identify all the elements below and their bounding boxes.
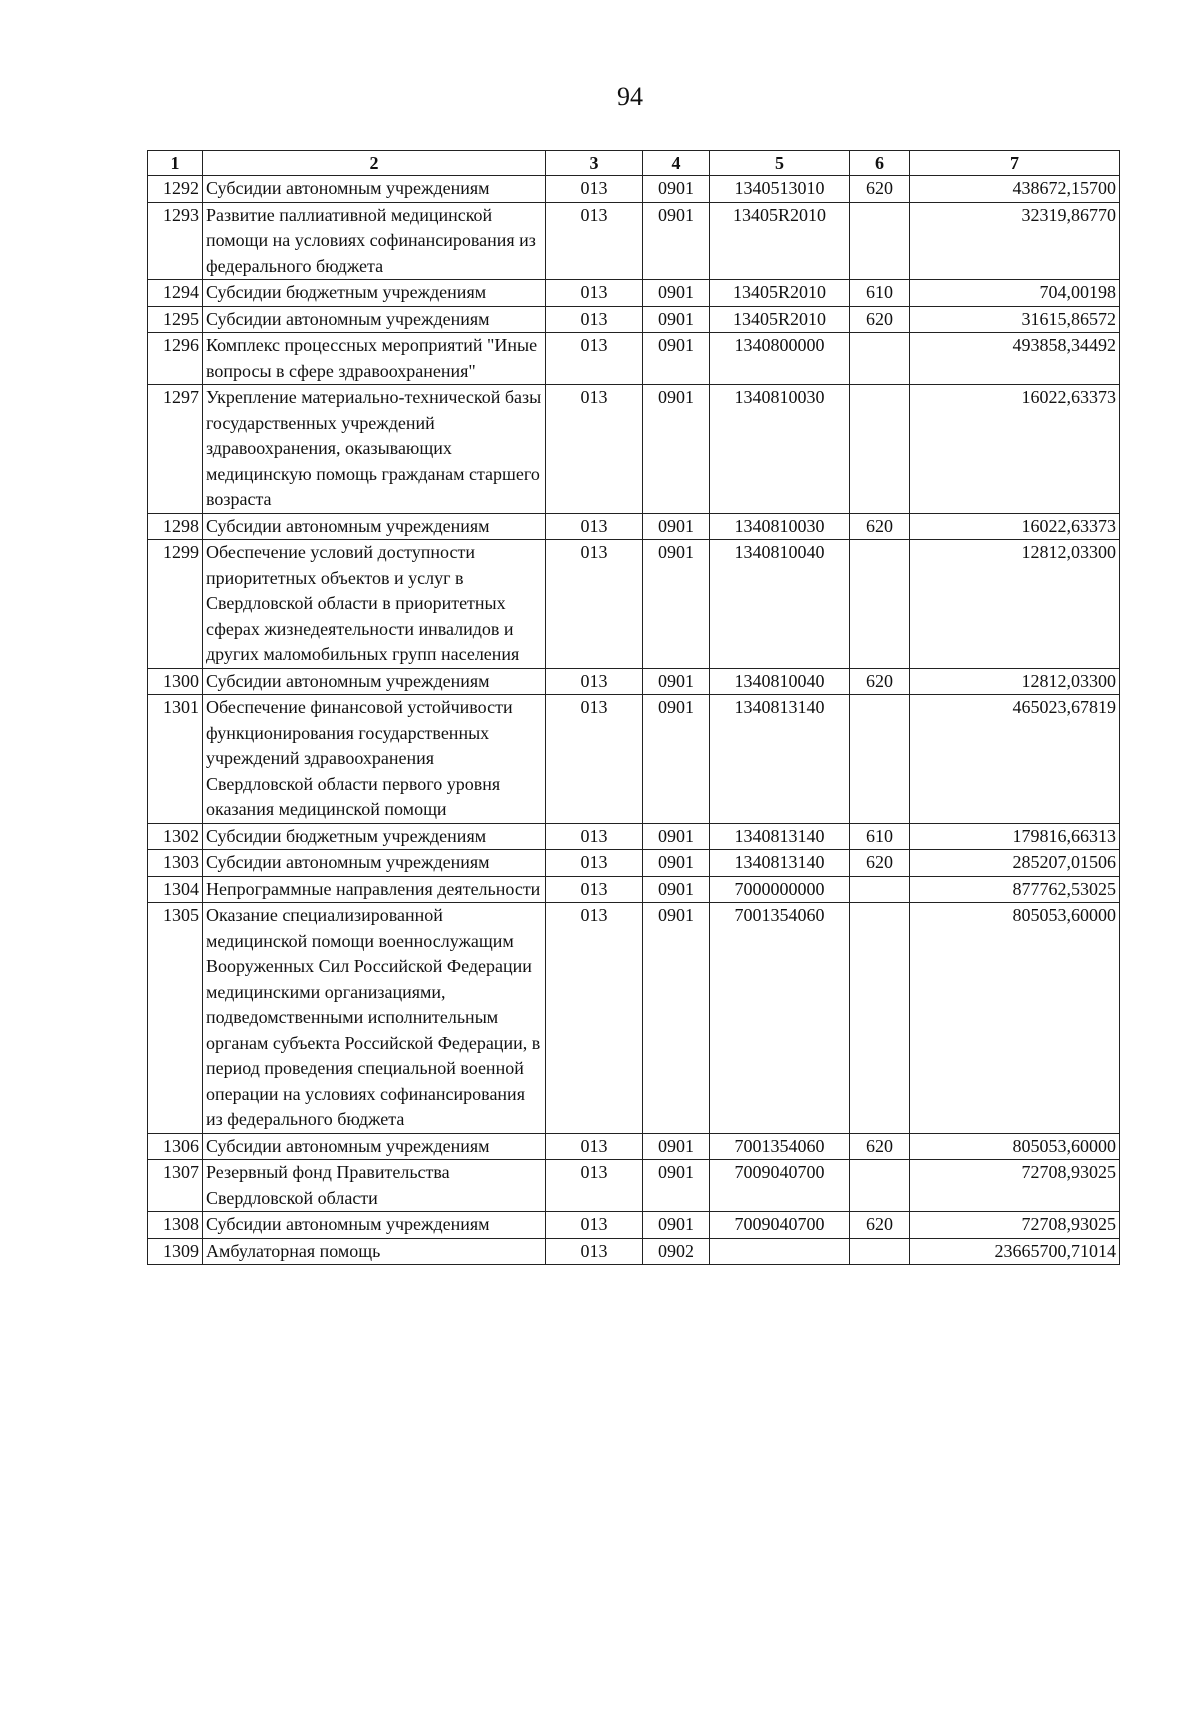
row-col4: 0901 [643, 333, 710, 385]
row-col6: 620 [850, 176, 910, 203]
row-col6 [850, 333, 910, 385]
row-col3: 013 [546, 668, 643, 695]
table-row [148, 1160, 1120, 1212]
row-col4: 0901 [643, 850, 710, 877]
row-number: 1307 [148, 1160, 203, 1212]
row-number: 1303 [148, 850, 203, 877]
row-col3: 013 [546, 1160, 643, 1212]
row-col5: 1340800000 [710, 333, 850, 385]
row-col3: 013 [546, 280, 643, 307]
budget-table [147, 150, 1120, 1265]
header-col-7: 7 [910, 151, 1120, 176]
header-col-2: 2 [203, 151, 546, 176]
row-number: 1300 [148, 668, 203, 695]
table-row [148, 1238, 1120, 1265]
row-col5: 7001354060 [710, 1133, 850, 1160]
row-amount: 16022,63373 [910, 513, 1120, 540]
row-col3: 013 [546, 513, 643, 540]
table-row [148, 306, 1120, 333]
row-name: Укрепление материально-технической базы государственных учреждений здравоохранения, оказывающих медицинскую помощь гражданам старшего возраста [203, 385, 546, 514]
row-amount: 16022,63373 [910, 385, 1120, 514]
row-amount: 285207,01506 [910, 850, 1120, 877]
row-amount: 72708,93025 [910, 1160, 1120, 1212]
header-row [148, 151, 1120, 176]
row-name: Субсидии бюджетным учреждениям [203, 280, 546, 307]
row-col5: 1340813140 [710, 695, 850, 824]
row-col3: 013 [546, 695, 643, 824]
row-col6 [850, 540, 910, 669]
row-col4: 0901 [643, 903, 710, 1134]
row-amount: 12812,03300 [910, 668, 1120, 695]
row-col3: 013 [546, 850, 643, 877]
row-col3: 013 [546, 176, 643, 203]
row-number: 1302 [148, 823, 203, 850]
row-number: 1296 [148, 333, 203, 385]
row-number: 1309 [148, 1238, 203, 1265]
row-name: Резервный фонд Правительства Свердловской области [203, 1160, 546, 1212]
row-col6 [850, 903, 910, 1134]
row-col5: 1340810040 [710, 540, 850, 669]
row-col5: 1340813140 [710, 850, 850, 877]
row-col6: 620 [850, 1133, 910, 1160]
row-col4: 0901 [643, 876, 710, 903]
table-row [148, 668, 1120, 695]
table-row [148, 385, 1120, 514]
row-number: 1305 [148, 903, 203, 1134]
header-col-1: 1 [148, 151, 203, 176]
row-name: Оказание специализированной медицинской помощи военнослужащим Вооруженных Сил Российской Федерации медицинскими организациями, подведомственными исполнительным органам субъекта Российской Федерации, в период проведения специальной военной операции на условиях софинансирования из федерального бюджета [203, 903, 546, 1134]
row-name: Обеспечение условий доступности приоритетных объектов и услуг в Свердловской области в приоритетных сферах жизнедеятельности инвалидов и других маломобильных групп населения [203, 540, 546, 669]
row-col4: 0901 [643, 202, 710, 280]
row-name: Субсидии бюджетным учреждениям [203, 823, 546, 850]
header-col-4: 4 [643, 151, 710, 176]
row-amount: 12812,03300 [910, 540, 1120, 669]
row-amount: 805053,60000 [910, 903, 1120, 1134]
row-col3: 013 [546, 202, 643, 280]
row-col3: 013 [546, 823, 643, 850]
table-row [148, 903, 1120, 1134]
row-col4: 0901 [643, 1133, 710, 1160]
row-name: Субсидии автономным учреждениям [203, 668, 546, 695]
row-col5: 7000000000 [710, 876, 850, 903]
row-col4: 0901 [643, 280, 710, 307]
row-col4: 0901 [643, 1212, 710, 1239]
row-col5: 13405R2010 [710, 280, 850, 307]
row-number: 1294 [148, 280, 203, 307]
row-col6 [850, 385, 910, 514]
row-col4: 0901 [643, 176, 710, 203]
row-col3: 013 [546, 903, 643, 1134]
row-col3: 013 [546, 333, 643, 385]
row-col6 [850, 202, 910, 280]
row-col5: 1340813140 [710, 823, 850, 850]
row-name: Субсидии автономным учреждениям [203, 1212, 546, 1239]
row-col6 [850, 695, 910, 824]
row-col6: 620 [850, 1212, 910, 1239]
row-col3: 013 [546, 1133, 643, 1160]
row-name: Непрограммные направления деятельности [203, 876, 546, 903]
row-name: Субсидии автономным учреждениям [203, 850, 546, 877]
row-col5 [710, 1238, 850, 1265]
table-row [148, 540, 1120, 669]
row-number: 1299 [148, 540, 203, 669]
row-col6 [850, 1160, 910, 1212]
row-number: 1301 [148, 695, 203, 824]
page-number: 94 [617, 82, 643, 111]
row-amount: 72708,93025 [910, 1212, 1120, 1239]
table-row [148, 695, 1120, 824]
row-number: 1293 [148, 202, 203, 280]
row-name: Обеспечение финансовой устойчивости функционирования государственных учреждений здравоохранения Свердловской области первого уровня оказания медицинской помощи [203, 695, 546, 824]
table-row [148, 823, 1120, 850]
row-col3: 013 [546, 385, 643, 514]
row-amount: 704,00198 [910, 280, 1120, 307]
row-col6 [850, 876, 910, 903]
header-col-5: 5 [710, 151, 850, 176]
row-col4: 0901 [643, 668, 710, 695]
row-col5: 7009040700 [710, 1212, 850, 1239]
table-row [148, 1133, 1120, 1160]
row-amount: 23665700,71014 [910, 1238, 1120, 1265]
row-col4: 0901 [643, 385, 710, 514]
row-amount: 31615,86572 [910, 306, 1120, 333]
row-number: 1295 [148, 306, 203, 333]
row-col6: 610 [850, 823, 910, 850]
row-col6: 620 [850, 306, 910, 333]
row-col5: 7001354060 [710, 903, 850, 1134]
row-amount: 32319,86770 [910, 202, 1120, 280]
row-col5: 1340513010 [710, 176, 850, 203]
row-name: Развитие паллиативной медицинской помощи на условиях софинансирования из федерального бюджета [203, 202, 546, 280]
table-row [148, 202, 1120, 280]
row-col5: 7009040700 [710, 1160, 850, 1212]
row-col4: 0901 [643, 1160, 710, 1212]
row-col6 [850, 1238, 910, 1265]
table-body [148, 176, 1120, 1265]
table-row [148, 333, 1120, 385]
row-amount: 465023,67819 [910, 695, 1120, 824]
row-col5: 1340810030 [710, 385, 850, 514]
row-col4: 0901 [643, 823, 710, 850]
row-col6: 620 [850, 668, 910, 695]
row-amount: 805053,60000 [910, 1133, 1120, 1160]
table-row [148, 176, 1120, 203]
row-name: Амбулаторная помощь [203, 1238, 546, 1265]
row-col3: 013 [546, 876, 643, 903]
row-number: 1297 [148, 385, 203, 514]
table-row [148, 280, 1120, 307]
row-name: Субсидии автономным учреждениям [203, 513, 546, 540]
row-col4: 0902 [643, 1238, 710, 1265]
row-name: Субсидии автономным учреждениям [203, 1133, 546, 1160]
row-col3: 013 [546, 1212, 643, 1239]
row-col6: 620 [850, 850, 910, 877]
row-amount: 877762,53025 [910, 876, 1120, 903]
row-number: 1298 [148, 513, 203, 540]
row-col4: 0901 [643, 695, 710, 824]
row-col5: 1340810030 [710, 513, 850, 540]
row-number: 1304 [148, 876, 203, 903]
row-col3: 013 [546, 1238, 643, 1265]
row-name: Субсидии автономным учреждениям [203, 176, 546, 203]
table-row [148, 1212, 1120, 1239]
row-name: Комплекс процессных мероприятий "Иные вопросы в сфере здравоохранения" [203, 333, 546, 385]
row-amount: 179816,66313 [910, 823, 1120, 850]
row-col6: 610 [850, 280, 910, 307]
row-col3: 013 [546, 540, 643, 669]
row-col5: 1340810040 [710, 668, 850, 695]
row-col3: 013 [546, 306, 643, 333]
row-col5: 13405R2010 [710, 306, 850, 333]
row-amount: 438672,15700 [910, 176, 1120, 203]
row-col5: 13405R2010 [710, 202, 850, 280]
table-row [148, 850, 1120, 877]
row-amount: 493858,34492 [910, 333, 1120, 385]
header-col-3: 3 [546, 151, 643, 176]
row-col4: 0901 [643, 540, 710, 669]
table-row [148, 513, 1120, 540]
row-number: 1292 [148, 176, 203, 203]
header-col-6: 6 [850, 151, 910, 176]
row-col4: 0901 [643, 306, 710, 333]
row-col6: 620 [850, 513, 910, 540]
table-row [148, 876, 1120, 903]
row-name: Субсидии автономным учреждениям [203, 306, 546, 333]
row-number: 1308 [148, 1212, 203, 1239]
row-number: 1306 [148, 1133, 203, 1160]
row-col4: 0901 [643, 513, 710, 540]
